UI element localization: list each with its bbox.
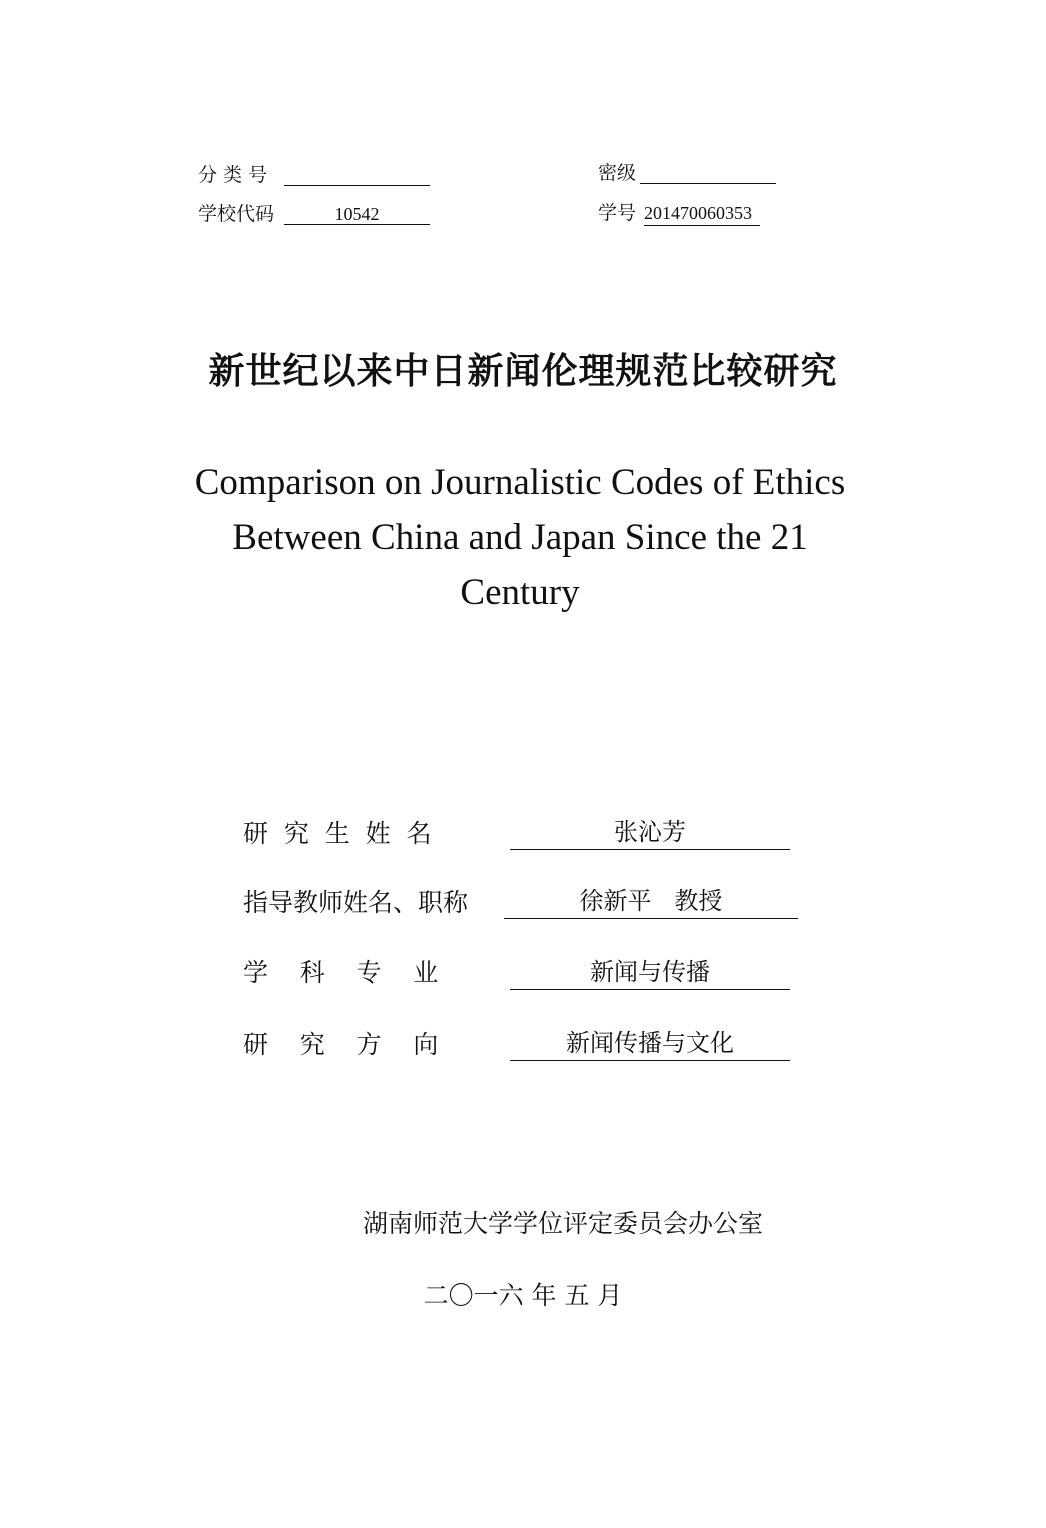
student-name-label: 研 究 生 姓 名 <box>243 819 432 848</box>
student-id-label: 学号 <box>598 202 637 224</box>
research-direction-label: 研 究 方 向 <box>243 1030 439 1059</box>
secret-level-label: 密级 <box>598 162 637 184</box>
classification-value <box>284 163 430 186</box>
student-name-value: 张沁芳 <box>510 815 790 850</box>
major-value: 新闻与传播 <box>510 955 790 990</box>
school-code-label: 学校代码 <box>198 203 275 225</box>
issue-date: 二〇一六 年 五 月 <box>423 1281 623 1310</box>
thesis-title-chinese: 新世纪以来中日新闻伦理规范比较研究 <box>208 351 838 392</box>
advisor-value: 徐新平 教授 <box>504 884 798 919</box>
school-code-value: 10542 <box>284 202 430 225</box>
advisor-label: 指导教师姓名、职称 <box>243 888 469 917</box>
english-title-line: Between China and Japan Since the 21 <box>232 517 808 558</box>
student-id-value: 201470060353 <box>644 201 760 226</box>
research-direction-value: 新闻传播与文化 <box>510 1026 790 1061</box>
issuing-office: 湖南师范大学学位评定委员会办公室 <box>362 1209 763 1238</box>
english-title-line: Comparison on Journalistic Codes of Ethics <box>194 462 846 503</box>
thesis-title-english <box>150 455 890 620</box>
english-title-line: Century <box>460 572 580 613</box>
classification-label: 分 类 号 <box>198 164 268 186</box>
secret-level-value <box>640 161 776 184</box>
major-label: 学 科 专 业 <box>243 958 439 987</box>
